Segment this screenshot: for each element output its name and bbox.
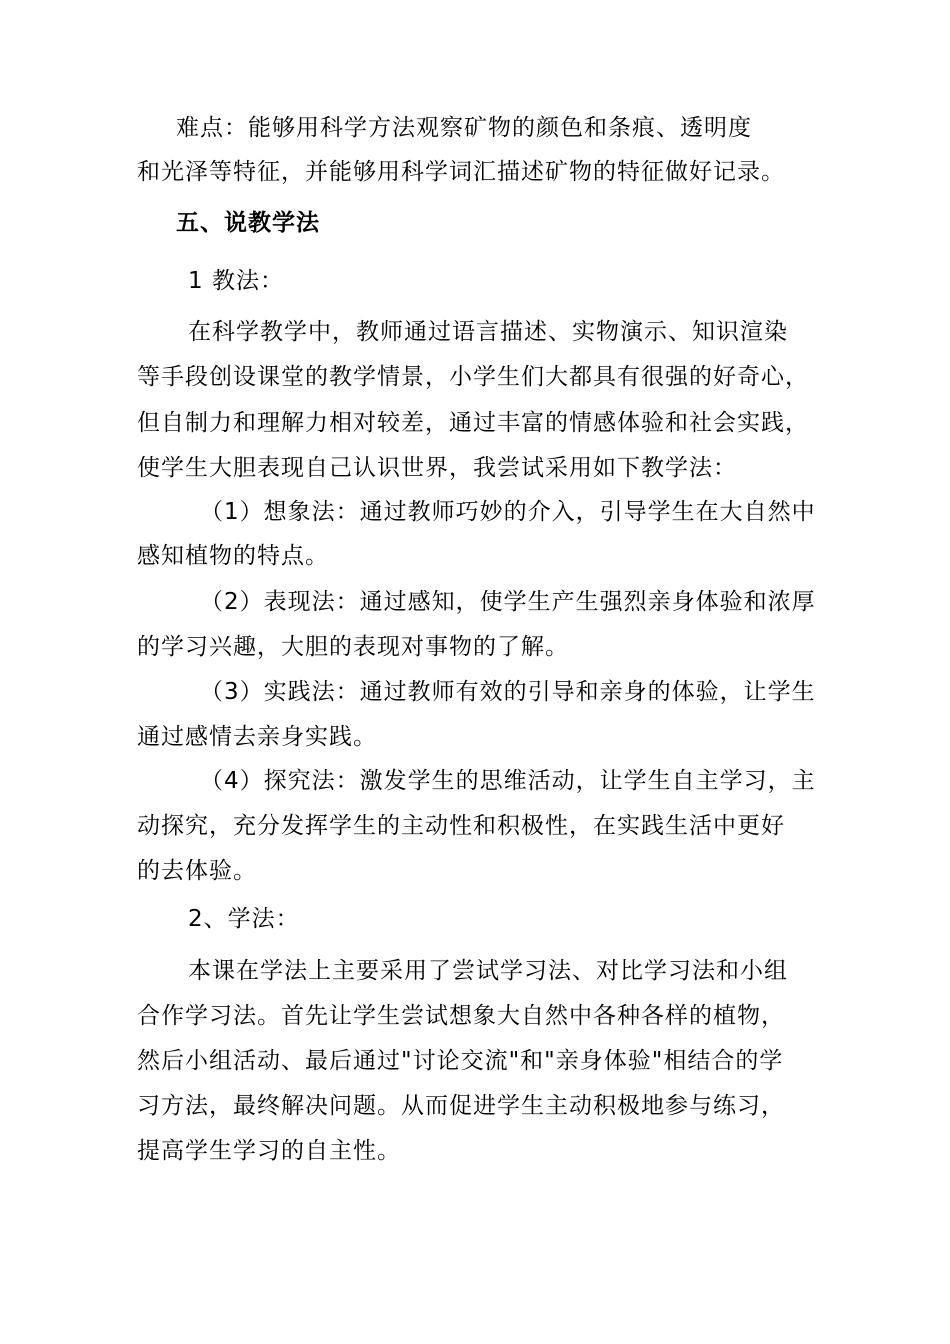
learning-paragraph-line: 本课在学法上主要采用了尝试学习法、对比学习法和小组: [188, 958, 788, 984]
teaching-intro-line: 在科学教学中，教师通过语言描述、实物演示、知识渲染: [188, 319, 788, 345]
teaching-method-title: 1 教法：: [188, 268, 284, 294]
learning-method-title: 2、学法：: [188, 906, 300, 932]
difficulty-line-2: 和光泽等特征，并能够用科学词汇描述矿物的特征做好记录。: [137, 159, 785, 185]
method-item-line: 感知植物的特点。: [137, 543, 329, 569]
learning-paragraph-line: 合作学习法。首先让学生尝试想象大自然中各种各样的植物，: [137, 1003, 785, 1029]
method-item-line: （1）想象法：通过教师巧妙的介入，引导学生在大自然中: [200, 499, 816, 525]
teaching-intro-line: 使学生大胆表现自己认识世界，我尝试采用如下教学法：: [137, 455, 737, 481]
method-item-line: （4）探究法：激发学生的思维活动，让学生自主学习，主: [200, 768, 816, 794]
section-heading: 五、说教学法: [176, 210, 320, 236]
teaching-intro-line: 等手段创设课堂的教学情景，小学生们大都具有很强的好奇心，: [137, 364, 809, 390]
method-item-line: （3）实践法：通过教师有效的引导和亲身的体验，让学生: [200, 679, 816, 705]
method-item-line: 通过感情去亲身实践。: [137, 724, 377, 750]
method-item-line: 动探究，充分发挥学生的主动性和积极性，在实践生活中更好: [137, 813, 785, 839]
method-item-line: （2）表现法：通过感知，使学生产生强烈亲身体验和浓厚: [200, 589, 816, 615]
learning-paragraph-line: 提高学生学习的自主性。: [137, 1138, 401, 1164]
teaching-intro-line: 但自制力和理解力相对较差，通过丰富的情感体验和社会实践，: [137, 410, 809, 436]
method-item-line: 的学习兴趣，大胆的表现对事物的了解。: [137, 634, 569, 660]
learning-paragraph-line: 然后小组活动、最后通过"讨论交流"和"亲身体验"相结合的学: [137, 1048, 784, 1074]
learning-paragraph-line: 习方法，最终解决问题。从而促进学生主动积极地参与练习，: [137, 1093, 785, 1119]
difficulty-line-1: 难点：能够用科学方法观察矿物的颜色和条痕、透明度: [176, 115, 752, 141]
method-item-line: 的去体验。: [137, 858, 257, 884]
